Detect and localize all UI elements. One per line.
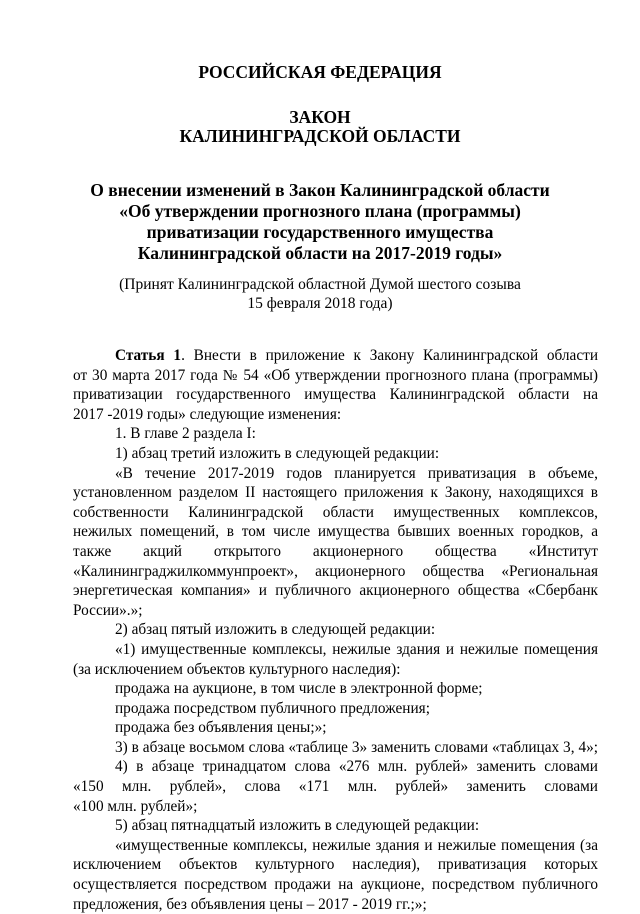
article-line: также акций открытого акционерного общества «Институт bbox=[73, 542, 598, 560]
article-line: «150 млн. рублей», слова «171 млн. рублей» заменить словами bbox=[73, 778, 598, 796]
article-line: нежилых помещений, в том числе имущества бывших военных городков, а bbox=[73, 523, 598, 541]
article-line: продажа без объявления цены;»; bbox=[115, 719, 327, 737]
article-line: 1) абзац третий изложить в следующей редакции: bbox=[115, 444, 440, 462]
article-line: (за исключением объектов культурного наследия): bbox=[73, 660, 401, 678]
adoption-line: (Принят Калининградской областной Думой шестого созыва bbox=[119, 276, 521, 293]
article-first-line bbox=[73, 346, 598, 366]
article-line: «1) имущественные комплексы, нежилые здания и нежилые помещения bbox=[115, 640, 598, 658]
adoption-note bbox=[40, 275, 600, 313]
header-federation: РОССИЙСКАЯ ФЕДЕРАЦИЯ bbox=[198, 62, 442, 82]
law-title bbox=[40, 180, 600, 264]
law-title-line: приватизации государственного имущества bbox=[146, 222, 494, 242]
law-title-line: Калининградской области на 2017-2019 годы» bbox=[137, 243, 503, 263]
article-line: приватизации государственного имущества Калининградской области на bbox=[73, 386, 598, 404]
adoption-line: 15 февраля 2018 года) bbox=[247, 295, 393, 312]
header-law: ЗАКОН bbox=[289, 107, 351, 127]
article-line: «Калининграджилкоммунпроект», акционерного общества «Региональная bbox=[73, 562, 598, 580]
article-line: энергетическая компания» и публичного акционерного общества «Сбербанк bbox=[73, 582, 598, 600]
article-line: «В течение 2017-2019 годов планируется приватизация в объеме, bbox=[115, 464, 598, 482]
article-first-line-text: . Внести в приложение к Закону Калининградской области bbox=[181, 347, 598, 364]
article-line: исключением объектов культурного наследия), приватизация которых bbox=[73, 856, 598, 874]
article-line: от 30 марта 2017 года № 54 «Об утверждении прогнозного плана (программы) bbox=[73, 366, 598, 384]
article-line: «100 млн. рублей»; bbox=[73, 797, 198, 815]
law-title-line: О внесении изменений в Закон Калининградской области bbox=[90, 180, 550, 200]
article-line: продажа посредством публичного предложения; bbox=[115, 699, 430, 717]
article-line: собственности Калининградской области имущественных комплексов, bbox=[73, 503, 598, 521]
header-region: КАЛИНИНГРАДСКОЙ ОБЛАСТИ bbox=[179, 126, 461, 146]
article-line: 3) в абзаце восьмом слова «таблице 3» заменить словами «таблицах 3, 4»; bbox=[115, 738, 598, 756]
article-body bbox=[73, 346, 598, 914]
article-line: «имущественные комплексы, нежилые здания и нежилые помещения (за bbox=[115, 836, 598, 854]
article-label: Статья 1 bbox=[115, 347, 182, 364]
article-line: предложения, без объявления цены – 2017 - 2019 гг.;»; bbox=[73, 895, 427, 913]
article-line: 2017 -2019 годы» следующие изменения: bbox=[73, 405, 342, 423]
article-line: установленном разделом II настоящего приложения к Закону, находящихся в bbox=[73, 484, 598, 502]
article-line: осуществляется посредством продажи на аукционе, посредством публичного bbox=[73, 876, 598, 894]
article-line: 4) в абзаце тринадцатом слова «276 млн. рублей» заменить словами bbox=[115, 758, 598, 776]
article-line: продажа на аукционе, в том числе в электронной форме; bbox=[115, 680, 483, 698]
law-title-line: «Об утверждении прогнозного плана (программы) bbox=[119, 201, 521, 221]
article-line: 5) абзац пятнадцатый изложить в следующей редакции: bbox=[115, 817, 480, 835]
article-line: 1. В главе 2 раздела I: bbox=[115, 425, 256, 443]
article-line: России».»; bbox=[73, 601, 143, 619]
article-line: 2) абзац пятый изложить в следующей редакции: bbox=[115, 621, 436, 639]
